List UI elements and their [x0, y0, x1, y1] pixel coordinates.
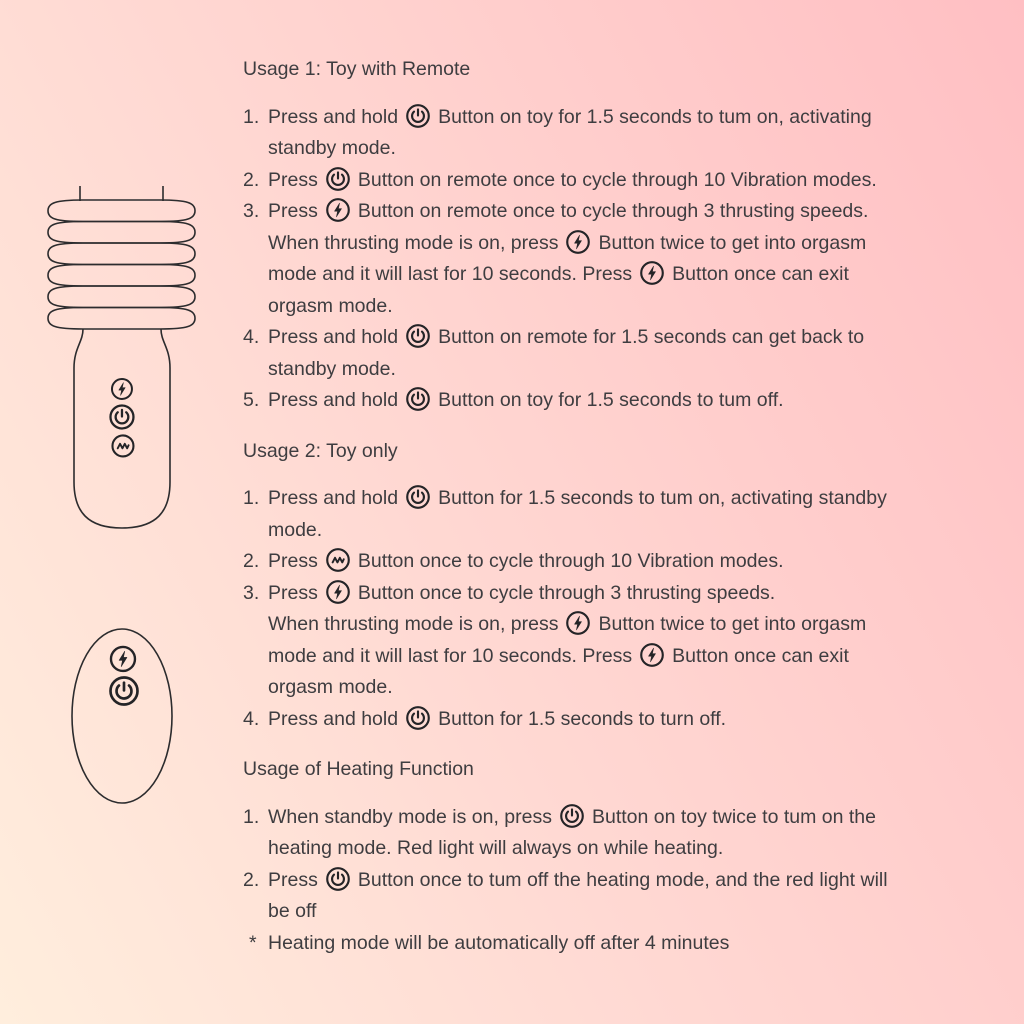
instruction-text: standby mode. — [268, 137, 396, 159]
instruction-text: Button once can exit — [672, 263, 849, 285]
instruction-line — [268, 322, 1003, 354]
list-item — [243, 165, 1003, 197]
instruction-line — [268, 196, 1003, 228]
instruction-text: be off — [268, 900, 317, 922]
section-heading: Usage of Heating Function — [243, 758, 474, 780]
toy-rib — [48, 243, 195, 265]
instruction-text: heating mode. Red light will always on while heating. — [268, 837, 724, 859]
instruction-list — [243, 102, 1003, 417]
remote-buttons — [110, 647, 137, 705]
instruction-text: Button twice to get into orgasm — [598, 231, 867, 254]
instruction-text: Press — [268, 168, 318, 191]
instruction-text: When thrusting mode is on, press — [268, 613, 559, 635]
item-marker: 1. — [243, 487, 260, 509]
instruction-line — [268, 641, 1003, 673]
power-icon — [405, 103, 431, 129]
list-item — [243, 102, 1003, 165]
instruction-text: Button on toy twice to tum on the — [591, 805, 876, 828]
power-icon — [405, 386, 431, 412]
instruction-line — [268, 896, 1003, 928]
item-marker: 1. — [243, 805, 260, 828]
instruction-text: Press — [268, 550, 318, 572]
instruction-text: Press and hold — [268, 707, 399, 730]
instruction-text: Button on remote once to cycle through 3 thrusting speeds. — [357, 200, 869, 222]
instruction-line — [268, 672, 1003, 704]
item-marker: * — [249, 931, 257, 954]
power-icon — [110, 405, 133, 428]
power-icon — [405, 323, 431, 349]
power-icon — [405, 705, 431, 731]
toy-rib — [48, 286, 195, 308]
instruction-text: Press — [268, 868, 318, 891]
instruction-text: Button for 1.5 seconds to tum on, activating standby — [438, 487, 887, 509]
list-item — [243, 483, 1003, 546]
item-marker: 3. — [243, 200, 260, 222]
instruction-line — [268, 802, 1003, 834]
power-icon — [559, 803, 585, 829]
lightning-icon — [111, 647, 135, 671]
instruction-text: Heating mode will be automatically off after 4 minutes — [268, 931, 730, 954]
list-item — [243, 802, 1003, 865]
lightning-icon — [565, 610, 591, 636]
lightning-icon — [325, 197, 351, 223]
instruction-text: Press — [268, 581, 318, 604]
instruction-text: mode and it will last for 10 seconds. Press — [268, 644, 633, 667]
instruction-text: Button twice to get into orgasm — [598, 613, 867, 635]
list-item — [243, 196, 1003, 322]
instruction-line — [268, 704, 1003, 736]
lightning-icon — [639, 642, 665, 668]
instruction-line — [268, 483, 1003, 515]
instruction-text: Press and hold — [268, 105, 399, 128]
power-icon — [325, 166, 351, 192]
instruction-text: mode and it will last for 10 seconds. Press — [268, 263, 633, 285]
instruction-list — [243, 483, 1003, 735]
instruction-line — [268, 578, 1003, 610]
remote-outline — [72, 629, 172, 803]
list-item — [243, 928, 1003, 960]
section-heading: Usage 2: Toy only — [243, 439, 398, 462]
instruction-line — [268, 165, 1003, 197]
instruction-text: Press and hold — [268, 389, 399, 411]
list-item — [243, 865, 1003, 928]
item-marker: 4. — [243, 326, 260, 348]
instruction-text: Button on remote for 1.5 seconds can get back to — [438, 326, 865, 348]
item-marker: 2. — [243, 168, 260, 191]
toy-outline — [48, 186, 195, 528]
power-icon — [325, 866, 351, 892]
instruction-text: Button once can exit — [672, 644, 849, 667]
instruction-text: mode. — [268, 518, 323, 541]
instruction-list — [243, 802, 1003, 960]
instruction-text: Button once to cycle through 10 Vibration modes. — [357, 550, 784, 572]
instruction-text: Button on toy for 1.5 seconds to tum off. — [438, 389, 784, 411]
instruction-line — [268, 928, 1003, 960]
instruction-line — [268, 133, 1003, 165]
instruction-text: When standby mode is on, press — [268, 805, 552, 828]
vibration-icon — [325, 547, 351, 573]
toy-rib — [48, 200, 195, 222]
instruction-line — [268, 259, 1003, 291]
section-heating — [243, 754, 1003, 959]
lightning-icon — [325, 579, 351, 605]
instructions — [243, 54, 1003, 959]
instruction-text: Button once to tum off the heating mode, and the red light will — [357, 868, 888, 891]
item-marker: 2. — [243, 868, 260, 891]
list-item — [243, 704, 1003, 736]
toy-rib — [48, 222, 195, 244]
instruction-text: Press and hold — [268, 326, 399, 348]
instruction-line — [268, 515, 1003, 547]
item-marker: 3. — [243, 581, 260, 604]
list-item — [243, 322, 1003, 385]
section-usage-1 — [243, 54, 1003, 417]
instruction-line — [268, 228, 1003, 260]
lightning-icon — [112, 379, 132, 399]
list-item — [243, 578, 1003, 704]
lightning-icon — [565, 229, 591, 255]
instruction-text: Button on remote once to cycle through 10 Vibration modes. — [357, 168, 877, 191]
toy-rib — [48, 265, 195, 287]
item-marker: 4. — [243, 707, 260, 730]
instruction-line — [268, 102, 1003, 134]
instruction-line — [268, 385, 1003, 417]
instruction-text: orgasm mode. — [268, 294, 393, 317]
instruction-line — [268, 833, 1003, 865]
list-item — [243, 385, 1003, 417]
vibration-icon — [112, 435, 133, 456]
instruction-text: Press — [268, 200, 318, 222]
instruction-text: When thrusting mode is on, press — [268, 231, 559, 254]
list-item — [243, 546, 1003, 578]
instruction-text: Button once to cycle through 3 thrusting speeds. — [357, 581, 776, 604]
instruction-text: standby mode. — [268, 357, 396, 380]
instruction-text: Button for 1.5 seconds to turn off. — [438, 707, 727, 730]
section-heading: Usage 1: Toy with Remote — [243, 58, 471, 80]
lightning-icon — [639, 260, 665, 286]
instruction-line — [268, 354, 1003, 386]
toy-bellows — [48, 200, 195, 329]
item-marker: 5. — [243, 389, 260, 411]
instruction-text: Press and hold — [268, 487, 399, 509]
instruction-line — [268, 546, 1003, 578]
power-icon — [405, 484, 431, 510]
section-usage-2 — [243, 436, 1003, 736]
toy-buttons — [110, 379, 133, 456]
item-marker: 1. — [243, 105, 260, 128]
instruction-text: orgasm mode. — [268, 676, 393, 698]
instruction-line — [268, 291, 1003, 323]
power-icon — [110, 677, 137, 704]
item-marker: 2. — [243, 550, 260, 572]
instruction-text: Button on toy for 1.5 seconds to tum on, activating — [438, 105, 872, 128]
toy-illustration — [40, 178, 210, 538]
instruction-line — [268, 865, 1003, 897]
toy-rib — [48, 308, 195, 330]
remote-illustration — [60, 620, 190, 815]
instruction-line — [268, 609, 1003, 641]
